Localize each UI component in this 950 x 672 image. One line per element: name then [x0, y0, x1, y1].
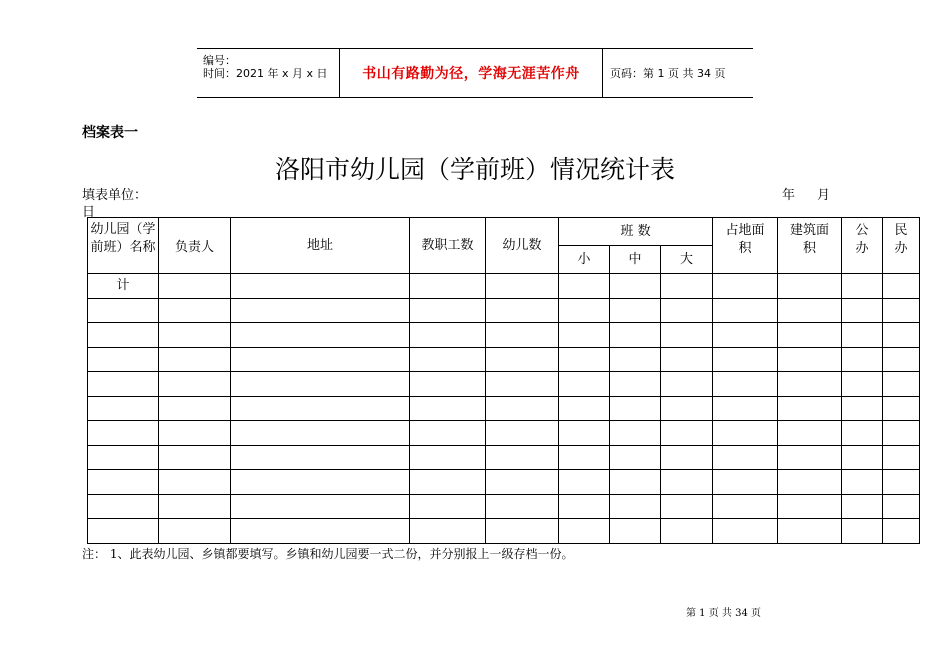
table-cell: [486, 347, 559, 372]
table-cell: [159, 421, 231, 446]
table-cell: [778, 421, 842, 446]
year-label: 年: [782, 188, 796, 203]
table-cell: [559, 323, 610, 348]
table-cell: [778, 396, 842, 421]
col-header-small: 小: [559, 246, 610, 274]
document-title: 洛阳市幼儿园（学前班）情况统计表: [274, 155, 675, 184]
table-cell: [410, 347, 486, 372]
table-cell: [486, 519, 559, 544]
table-cell: [231, 396, 410, 421]
table-cell: [661, 372, 713, 397]
table-cell: [610, 372, 661, 397]
table-cell: [661, 421, 713, 446]
table-cell: [88, 372, 159, 397]
table-cell: [842, 470, 883, 495]
table-cell: [713, 274, 778, 299]
table-cell: [410, 396, 486, 421]
table-cell: [661, 274, 713, 299]
table-cell: [410, 323, 486, 348]
table-cell: [842, 519, 883, 544]
table-cell: [88, 519, 159, 544]
table-cell: [883, 274, 920, 299]
col-header-public: 公办: [842, 218, 883, 274]
page-header: [197, 48, 753, 98]
table-cell: [713, 298, 778, 323]
table-cell: [713, 470, 778, 495]
table-row: [88, 445, 920, 470]
table-cell: [610, 274, 661, 299]
col-header-middle: 中: [610, 246, 661, 274]
table-cell: [610, 445, 661, 470]
table-cell: [159, 274, 231, 299]
table-cell: [231, 494, 410, 519]
table-cell: [778, 274, 842, 299]
table-cell: [883, 470, 920, 495]
table-cell: [661, 519, 713, 544]
table-cell: [559, 470, 610, 495]
table-cell: [486, 494, 559, 519]
table-cell: [883, 347, 920, 372]
table-cell: [159, 519, 231, 544]
col-header-address: 地址: [231, 218, 410, 274]
header-motto-cell: [339, 49, 603, 97]
table-row: [88, 347, 920, 372]
table-cell: [559, 494, 610, 519]
table-cell: [610, 494, 661, 519]
col-header-large: 大: [661, 246, 713, 274]
table-cell: [842, 298, 883, 323]
table-cell: [410, 274, 486, 299]
table-cell: [778, 347, 842, 372]
col-header-building-area: 建筑面积: [778, 218, 842, 274]
table-cell: [713, 494, 778, 519]
table-cell: [88, 445, 159, 470]
table-cell: [778, 519, 842, 544]
table-cell: [610, 519, 661, 544]
table-cell: [842, 372, 883, 397]
table-cell: [486, 298, 559, 323]
table-row: [88, 519, 920, 544]
table-cell: [883, 445, 920, 470]
table-cell: [713, 519, 778, 544]
date-fields: [782, 184, 852, 203]
table-cell: [231, 347, 410, 372]
total-label: 计: [88, 274, 159, 299]
table-cell: [883, 421, 920, 446]
table-cell: [486, 396, 559, 421]
table-cell: [559, 396, 610, 421]
col-header-name: 幼儿园（学前班）名称: [88, 218, 159, 274]
table-cell: [159, 396, 231, 421]
table-note: 注： 1、此表幼儿园、乡镇都要填写。乡镇和幼儿园要一式二份，并分别报上一级存档一份。: [82, 547, 574, 561]
table-cell: [778, 445, 842, 470]
col-header-classes: 班 数: [559, 218, 713, 246]
table-cell: [559, 519, 610, 544]
table-cell: [661, 494, 713, 519]
table-cell: [610, 396, 661, 421]
fill-unit-label: 填表单位：: [82, 188, 148, 203]
table-cell: [88, 470, 159, 495]
header-info: [197, 49, 339, 97]
table-cell: [883, 298, 920, 323]
table-cell: [231, 421, 410, 446]
header-page-cell: [602, 49, 753, 97]
table-cell: [842, 347, 883, 372]
table-row: [88, 396, 920, 421]
table-row: [88, 298, 920, 323]
table-cell: [559, 298, 610, 323]
table-cell: [610, 323, 661, 348]
table-cell: [661, 298, 713, 323]
table-row: [88, 470, 920, 495]
table-cell: [610, 347, 661, 372]
table-cell: [778, 494, 842, 519]
table-cell: [661, 347, 713, 372]
table-cell: [486, 274, 559, 299]
table-cell: [410, 470, 486, 495]
table-cell: [88, 396, 159, 421]
table-cell: [883, 396, 920, 421]
table-cell: [231, 274, 410, 299]
table-cell: [159, 298, 231, 323]
table-row: [88, 372, 920, 397]
table-cell: [883, 519, 920, 544]
col-header-private: 民办: [883, 218, 920, 274]
col-header-children: 幼儿数: [486, 218, 559, 274]
table-cell: [88, 298, 159, 323]
table-cell: [661, 323, 713, 348]
table-cell: [610, 421, 661, 446]
table-cell: [713, 445, 778, 470]
table-cell: [661, 396, 713, 421]
table-cell: [159, 323, 231, 348]
table-cell: [159, 445, 231, 470]
table-cell: [559, 445, 610, 470]
table-cell: [486, 323, 559, 348]
archive-label: 档案表一: [82, 125, 138, 141]
table-cell: [713, 421, 778, 446]
col-header-staff: 教职工数: [410, 218, 486, 274]
table-cell: [410, 298, 486, 323]
day-label: 日: [82, 205, 96, 220]
table-cell: [486, 445, 559, 470]
table-cell: [883, 323, 920, 348]
table-cell: [713, 396, 778, 421]
table-cell: [486, 372, 559, 397]
col-header-leader: 负责人: [159, 218, 231, 274]
time-label: 时间：2021 年 x 月 x 日: [203, 67, 328, 80]
table-cell: [231, 323, 410, 348]
table-cell: [88, 323, 159, 348]
table-cell: [778, 323, 842, 348]
table-cell: [778, 298, 842, 323]
code-label: 编号：: [203, 54, 236, 67]
table-cell: [842, 396, 883, 421]
table-cell: [778, 372, 842, 397]
table-cell: [610, 470, 661, 495]
table-cell: [713, 323, 778, 348]
page-number: 页码：第 1 页 共 34 页: [610, 67, 726, 80]
table-cell: [661, 470, 713, 495]
table-cell: [842, 494, 883, 519]
table-cell: [159, 470, 231, 495]
table-cell: [231, 519, 410, 544]
table-cell: [231, 470, 410, 495]
table-cell: [842, 421, 883, 446]
table-cell: [410, 445, 486, 470]
motto: 书山有路勤为径，学海无涯苦作舟: [362, 66, 580, 82]
table-cell: [159, 494, 231, 519]
page-footer: 第 1 页 共 34 页: [686, 608, 761, 619]
table-cell: [410, 372, 486, 397]
table-cell: [661, 445, 713, 470]
table-cell: [842, 323, 883, 348]
table-cell: [559, 274, 610, 299]
table-cell: [842, 445, 883, 470]
table-cell: [231, 372, 410, 397]
table-cell: [486, 470, 559, 495]
table-cell: [486, 421, 559, 446]
month-label: 月: [817, 188, 831, 203]
table-cell: [883, 494, 920, 519]
table-cell: [559, 347, 610, 372]
table-cell: [778, 470, 842, 495]
table-cell: [231, 298, 410, 323]
table-cell: [88, 421, 159, 446]
table-cell: [231, 445, 410, 470]
table-cell: [410, 421, 486, 446]
table-row-total: [88, 274, 920, 299]
table-cell: [159, 347, 231, 372]
table-row: [88, 421, 920, 446]
table-cell: [713, 347, 778, 372]
table-row: [88, 323, 920, 348]
table-cell: [88, 347, 159, 372]
table-cell: [842, 274, 883, 299]
table-cell: [410, 519, 486, 544]
col-header-land-area: 占地面积: [713, 218, 778, 274]
table-cell: [88, 494, 159, 519]
table-cell: [559, 421, 610, 446]
table-cell: [559, 372, 610, 397]
table-cell: [610, 298, 661, 323]
table-cell: [713, 372, 778, 397]
table-cell: [159, 372, 231, 397]
table-cell: [410, 494, 486, 519]
table-cell: [883, 372, 920, 397]
table-row: [88, 494, 920, 519]
statistics-table: [87, 217, 920, 544]
